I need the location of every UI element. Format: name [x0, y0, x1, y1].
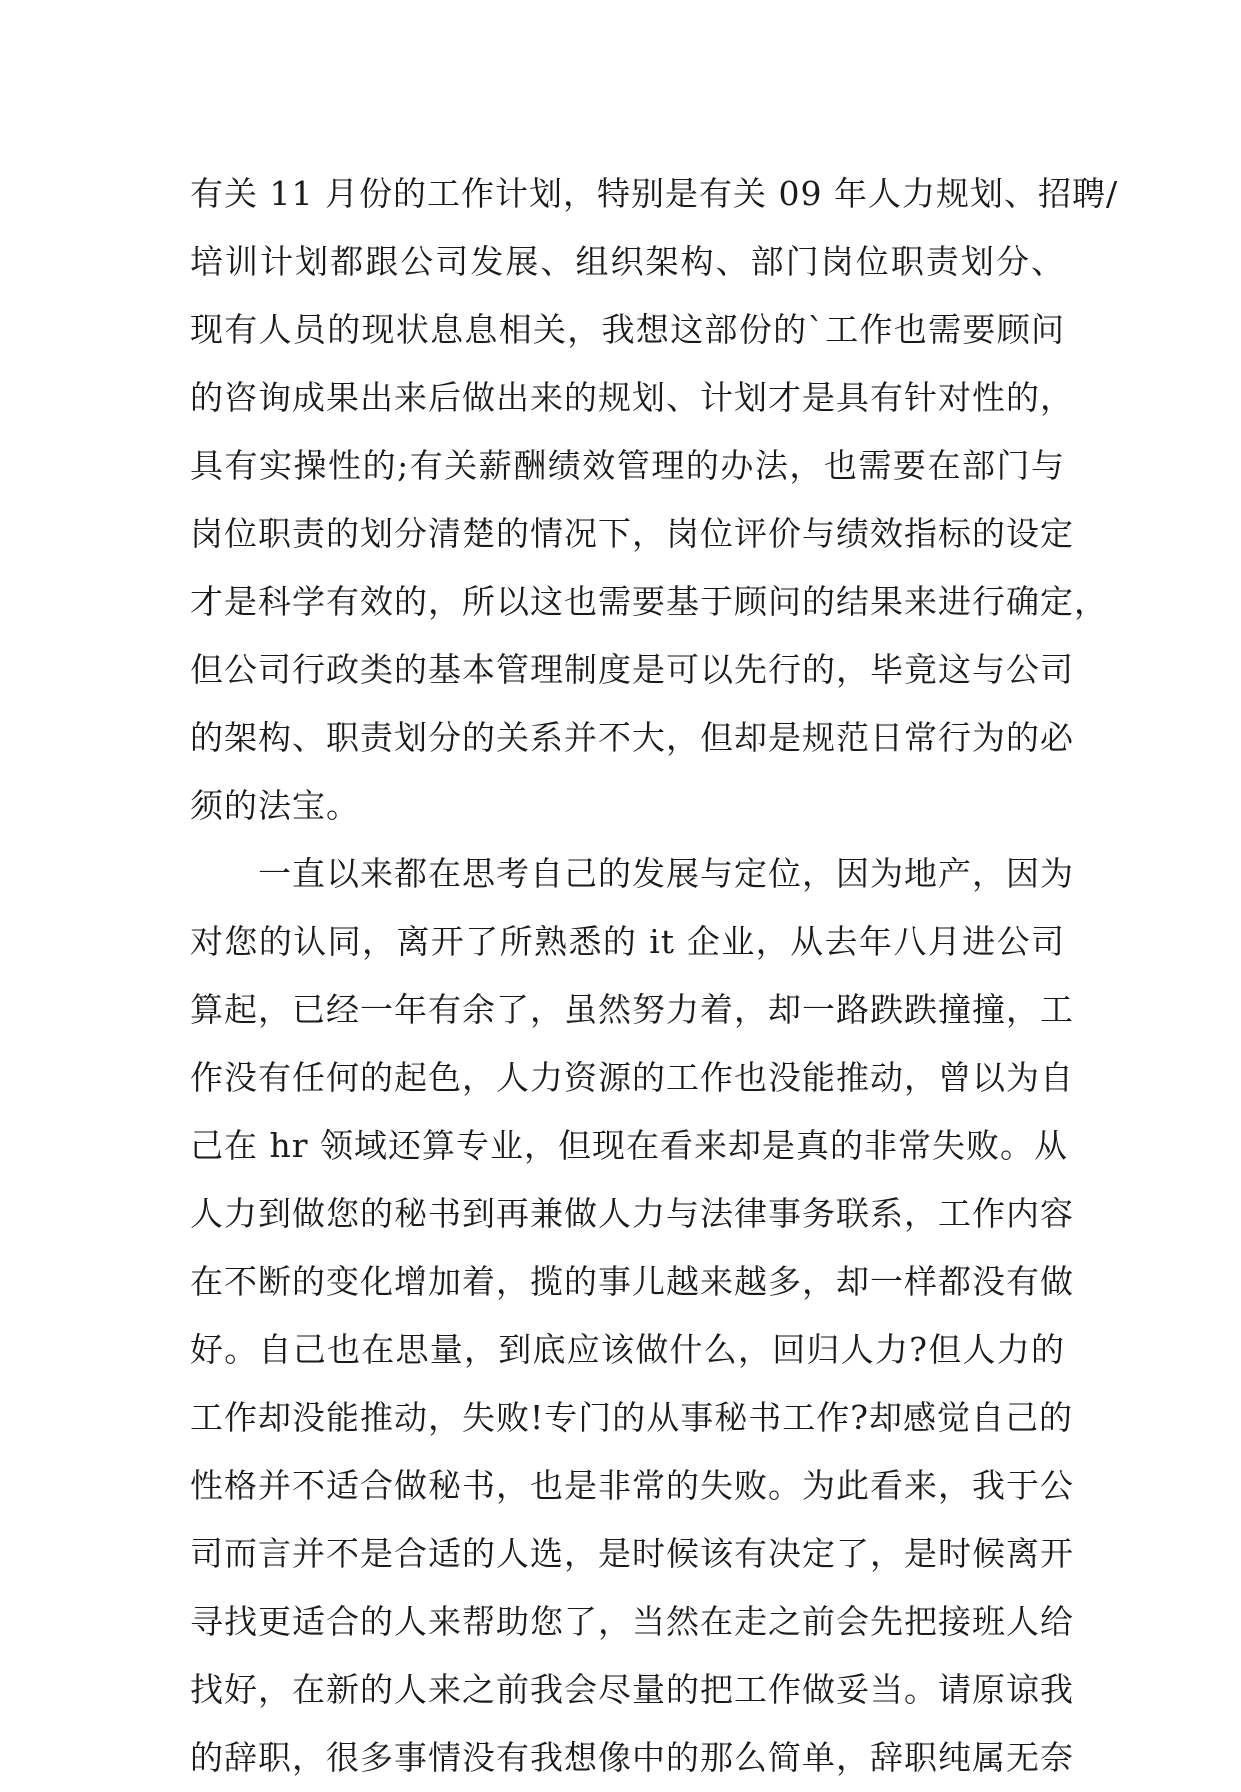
text-line: 但公司行政类的基本管理制度是可以先行的，毕竟这与公司 — [190, 650, 1074, 689]
text-line: 司而言并不是合适的人选，是时候该有决定了，是时候离开 — [190, 1534, 1074, 1573]
text-line: 在不断的变化增加着，揽的事儿越来越多，却一样都没有做 — [190, 1262, 1074, 1301]
text-line: 性格并不适合做秘书，也是非常的失败。为此看来，我于公 — [190, 1466, 1074, 1505]
text-line: 工作却没能推动，失败!专门的从事秘书工作?却感觉自己的 — [190, 1398, 1073, 1437]
text-line: 才是科学有效的，所以这也需要基于顾问的结果来进行确定， — [190, 582, 1108, 621]
body-text — [190, 160, 1119, 1792]
text-line: 岗位职责的划分清楚的情况下，岗位评价与绩效指标的设定 — [190, 514, 1074, 553]
text-line: 的架构、职责划分的关系并不大，但却是规范日常行为的必 — [190, 718, 1074, 757]
text-line: 作没有任何的起色，人力资源的工作也没能推动，曾以为自 — [190, 1058, 1074, 1097]
text-line: 有关 11 月份的工作计划，特别是有关 09 年人力规划、招聘/ — [190, 174, 1119, 213]
text-line: 的咨询成果出来后做出来的规划、计划才是具有针对性的， — [190, 378, 1074, 417]
text-line: 具有实操性的;有关薪酬绩效管理的办法，也需要在部门与 — [190, 446, 1065, 485]
text-line: 己在 hr 领域还算专业，但现在看来却是真的非常失败。从 — [190, 1126, 1069, 1165]
paragraph-start-line: 一直以来都在思考自己的发展与定位，因为地产，因为 — [258, 854, 1074, 893]
text-line: 现有人员的现状息息相关，我想这部份的`工作也需要顾问 — [190, 310, 1065, 349]
text-line: 算起，已经一年有余了，虽然努力着，却一路跌跌撞撞，工 — [190, 990, 1074, 1029]
text-line: 对您的认同，离开了所熟悉的 it 企业，从去年八月进公司 — [190, 922, 1065, 961]
text-line: 好。自己也在思量，到底应该做什么，回归人力?但人力的 — [190, 1330, 1065, 1369]
text-line: 须的法宝。 — [190, 786, 360, 825]
text-line: 寻找更适合的人来帮助您了，当然在走之前会先把接班人给 — [190, 1602, 1074, 1641]
text-line: 培训计划都跟公司发展、组织架构、部门岗位职责划分、 — [190, 242, 1065, 281]
text-line: 找好，在新的人来之前我会尽量的把工作做妥当。请原谅我 — [190, 1670, 1074, 1709]
text-line: 的辞职，很多事情没有我想像中的那么简单，辞职纯属无奈 — [190, 1738, 1074, 1777]
text-line: 人力到做您的秘书到再兼做人力与法律事务联系，工作内容 — [190, 1194, 1074, 1233]
